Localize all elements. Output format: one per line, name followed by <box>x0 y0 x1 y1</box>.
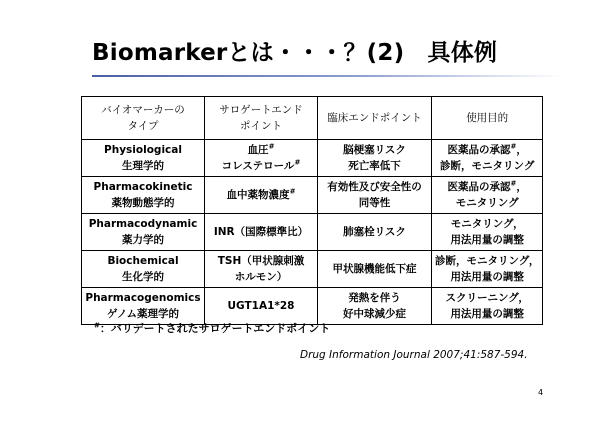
header-line: 使用目的 <box>466 112 509 124</box>
citation: Drug Information Journal 2007;41:587-594. <box>300 349 528 361</box>
cell-line: 甲状腺機能低下症 <box>332 263 417 275</box>
cell-text: ， <box>516 181 527 193</box>
validated-mark: # <box>294 158 301 167</box>
cell-surrogate-endpoint <box>205 214 318 251</box>
type-en: Pharmacodynamic <box>88 218 198 230</box>
cell-clinical-endpoint <box>318 177 432 214</box>
cell-biomarker-type <box>82 140 205 177</box>
header-line: バイオマーカーの <box>101 104 185 116</box>
cell-line: 有効性及び安全性の <box>327 181 422 193</box>
cell-line: 診断，モニタリング <box>440 160 535 172</box>
cell-line: INR（国際標準比） <box>213 226 309 238</box>
cell-text: ， <box>516 144 527 156</box>
cell-line: 用法用量の調整 <box>450 271 524 283</box>
header-line: タイプ <box>127 120 159 132</box>
cell-text: 血中薬物濃度 <box>226 189 290 201</box>
cell-intended-use <box>432 288 543 325</box>
biomarker-examples-table <box>81 96 543 325</box>
cell-line: TSH（甲状腺刺激 <box>217 255 305 267</box>
type-ja: ゲノム薬理学的 <box>106 308 180 320</box>
cell-biomarker-type <box>82 251 205 288</box>
cell-biomarker-type <box>82 214 205 251</box>
cell-surrogate-endpoint <box>205 177 318 214</box>
cell-clinical-endpoint <box>318 288 432 325</box>
table-row <box>82 214 543 251</box>
cell-line: スクリーニング， <box>445 292 529 304</box>
cell-intended-use <box>432 177 543 214</box>
type-en: Biochemical <box>107 255 179 267</box>
cell-line: 好中球減少症 <box>343 308 406 320</box>
type-en: Pharmacogenomics <box>85 292 201 304</box>
header-intended-use <box>432 97 543 140</box>
header-line: ポイント <box>240 120 282 132</box>
slide-title: Biomarkerとは・・・？(2) 具体例 <box>92 40 498 66</box>
footnote-mark: # <box>94 321 100 330</box>
table-row <box>82 140 543 177</box>
cell-line: UGT1A1*28 <box>227 300 295 312</box>
title-underline <box>92 75 564 77</box>
cell-line: 用法用量の調整 <box>450 308 524 320</box>
cell-clinical-endpoint <box>318 214 432 251</box>
table-row <box>82 251 543 288</box>
header-surrogate-endpoint <box>205 97 318 140</box>
cell-biomarker-type <box>82 177 205 214</box>
cell-surrogate-endpoint <box>205 288 318 325</box>
type-en: Pharmacokinetic <box>93 181 193 193</box>
cell-line <box>208 142 314 158</box>
cell-intended-use <box>432 140 543 177</box>
cell-intended-use <box>432 214 543 251</box>
cell-line: 死亡率低下 <box>348 160 401 172</box>
cell-line: モニタリング， <box>450 218 524 230</box>
cell-clinical-endpoint <box>318 251 432 288</box>
cell-line <box>208 187 314 203</box>
cell-text: 血圧 <box>247 144 269 156</box>
page-number: 4 <box>538 388 544 397</box>
validated-mark: # <box>510 142 517 151</box>
cell-line: 同等性 <box>358 197 391 209</box>
cell-surrogate-endpoint <box>205 140 318 177</box>
footnote-text: ：バリデートされたサロゲートエンドポイント <box>99 322 331 335</box>
header-line: 臨床エンドポイント <box>327 112 422 124</box>
cell-line <box>208 158 314 174</box>
cell-biomarker-type <box>82 288 205 325</box>
cell-clinical-endpoint <box>318 140 432 177</box>
header-clinical-endpoint <box>318 97 432 140</box>
cell-line: 用法用量の調整 <box>450 234 524 246</box>
validated-mark: # <box>510 179 517 188</box>
cell-text: 医薬品の承認 <box>447 181 511 193</box>
cell-line: 肺塞栓リスク <box>343 226 406 238</box>
header-biomarker-type <box>82 97 205 140</box>
cell-line <box>435 179 539 195</box>
type-en: Physiological <box>104 144 182 156</box>
cell-line: 発熱を伴う <box>348 292 401 304</box>
cell-text: コレステロール <box>221 160 295 172</box>
type-ja: 薬力学的 <box>122 234 164 246</box>
cell-text: 医薬品の承認 <box>447 144 511 156</box>
cell-intended-use <box>432 251 543 288</box>
validated-mark: # <box>268 142 275 151</box>
validated-mark: # <box>289 187 296 196</box>
table-row <box>82 177 543 214</box>
type-ja: 薬物動態学的 <box>111 197 175 209</box>
cell-line <box>435 142 539 158</box>
cell-surrogate-endpoint <box>205 251 318 288</box>
table-header-row <box>82 97 543 140</box>
footnote <box>94 320 330 336</box>
cell-line: モニタリング <box>455 197 519 209</box>
table-row <box>82 288 543 325</box>
cell-line: 脳梗塞リスク <box>343 144 406 156</box>
header-line: サロゲートエンド <box>219 104 303 116</box>
type-ja: 生理学的 <box>122 160 164 172</box>
cell-line: 診断，モニタリング， <box>435 255 540 267</box>
type-ja: 生化学的 <box>122 271 164 283</box>
cell-line: ホルモン） <box>234 271 288 283</box>
